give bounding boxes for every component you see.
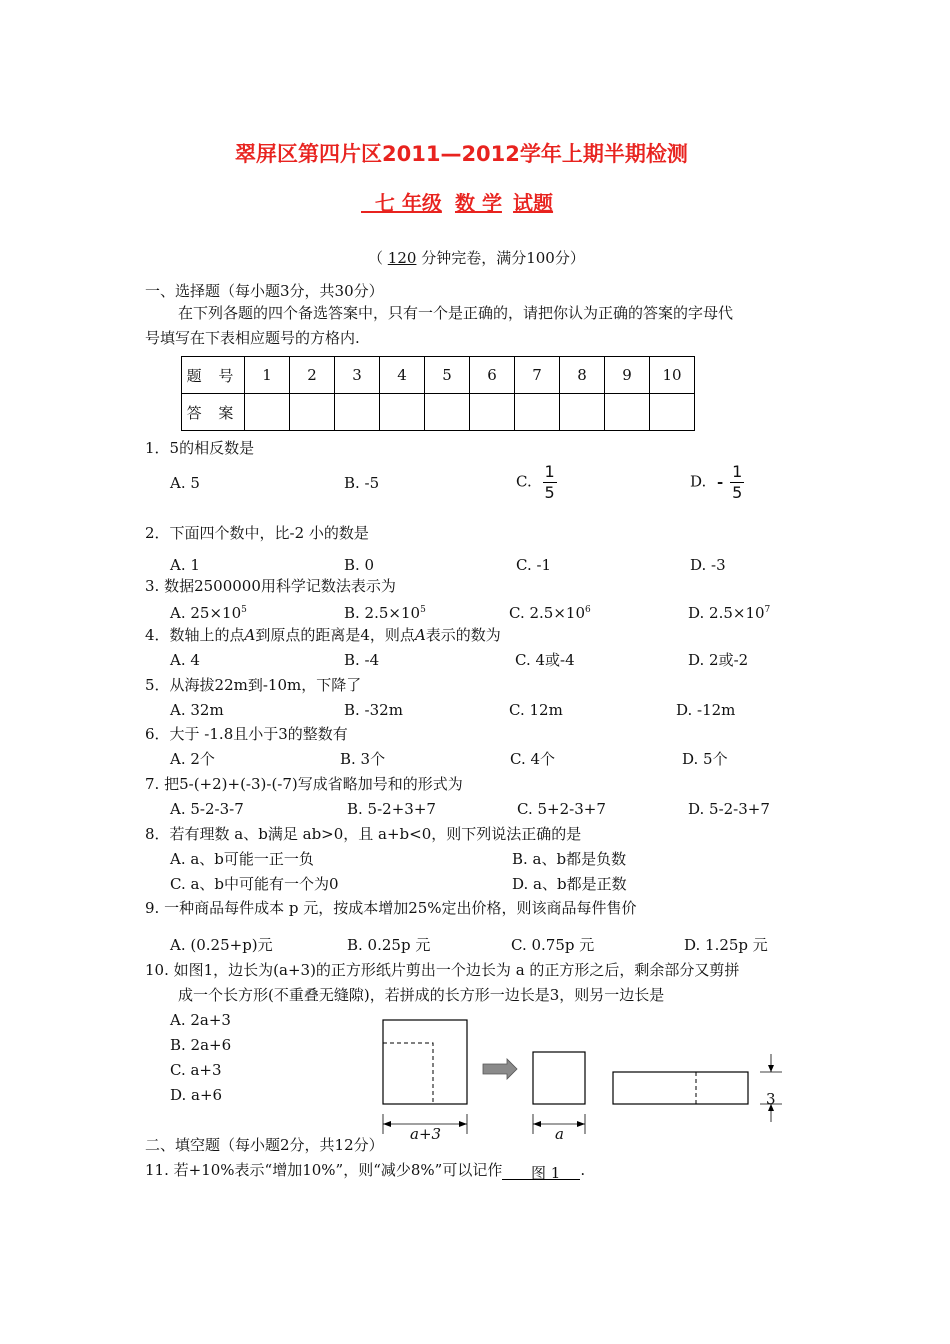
answer-number: 8 — [560, 357, 605, 394]
exam-subtitle — [361, 187, 553, 216]
q6-stem: 6．大于 -1.8且小于3的整数有 — [145, 725, 348, 743]
time-note: （ 120 分钟完卷，满分100分） — [368, 249, 585, 267]
answer-number: 9 — [605, 357, 650, 394]
answer-number: 3 — [335, 357, 380, 394]
answer-number: 2 — [290, 357, 335, 394]
answer-number: 1 — [245, 357, 290, 394]
time-minutes: 120 — [387, 249, 417, 267]
section2-heading: 二、填空题（每小题2分，共12分） — [145, 1136, 384, 1154]
q6-option-b: B. 3个 — [340, 750, 386, 768]
answer-cell[interactable] — [245, 394, 290, 431]
q3-option-b: B. $2.5\times 10^5$ — [344, 604, 426, 622]
q2-option-d: D. -3 — [690, 556, 726, 574]
q8-option-b: B. a、b都是负数 — [512, 850, 627, 868]
answer-cell[interactable] — [380, 394, 425, 431]
q4-option-d: D. 2或-2 — [688, 651, 749, 669]
q3-option-c: C. $2.5\times 10^6$ — [509, 604, 591, 622]
big-square — [383, 1020, 467, 1104]
answer-cell[interactable] — [650, 394, 695, 431]
q1-option-c: C. $\frac{1}{5}$ — [516, 462, 555, 502]
q8-option-c: C. a、b中可能有一个为0 — [170, 875, 339, 893]
q4-option-c: C. 4或-4 — [515, 651, 575, 669]
answer-table-answer-row — [182, 394, 695, 431]
q6-option-c: C. 4个 — [510, 750, 556, 768]
q8-option-a: A. a、b可能一正一负 — [170, 850, 314, 868]
answer-cell[interactable] — [290, 394, 335, 431]
q2-option-a: A. 1 — [170, 556, 200, 574]
arrow-right-icon — [483, 1059, 517, 1079]
figure-label-3: 3 — [766, 1090, 776, 1108]
q10-stem-line2: 成一个长方形(不重叠无缝隙)，若拼成的长方形一边长是3，则另一边长是 — [178, 986, 665, 1004]
exam-title: 翠屏区第四片区2011—2012学年上期半期检测 — [235, 142, 688, 166]
q5-option-b: B. -32m — [344, 701, 403, 719]
q9-option-b: B. 0.25p 元 — [347, 936, 431, 954]
section1-heading: 一、选择题（每小题3分，共30分） — [145, 282, 384, 300]
answer-table-row2-label: 答 案 — [182, 394, 245, 431]
q8-option-d: D. a、b都是正数 — [512, 875, 627, 893]
q9-stem: 9. 一种商品每件成本 p 元，按成本增加25%定出价格，则该商品每件售价 — [145, 899, 637, 917]
q11-stem: 11. 若+10%表示“增加10%”，则“减少8%”可以记作 . — [145, 1161, 586, 1179]
q5-option-c: C. 12m — [509, 701, 563, 719]
q6-option-a: A. 2个 — [170, 750, 215, 768]
small-square — [533, 1052, 585, 1104]
subtitle-subject: 数 学 — [454, 191, 502, 215]
section1-instruction-line1: 在下列各题的四个备选答案中，只有一个是正确的，请把你认为正确的答案的字母代 — [178, 304, 734, 322]
q9-option-d: D. 1.25p 元 — [684, 936, 768, 954]
answer-number: 6 — [470, 357, 515, 394]
q7-option-d: D. 5-2-3+7 — [688, 800, 770, 818]
answer-cell[interactable] — [560, 394, 605, 431]
q6-option-d: D. 5个 — [682, 750, 728, 768]
figure-label-a: a — [555, 1125, 564, 1143]
q7-option-c: C. 5+2-3+7 — [517, 800, 606, 818]
q1-option-b: B. -5 — [344, 474, 380, 492]
answer-number: 10 — [650, 357, 695, 394]
answer-cell[interactable] — [335, 394, 380, 431]
q2-option-c: C. -1 — [516, 556, 552, 574]
q5-stem: 5．从海拔22m到-10m，下降了 — [145, 676, 362, 694]
q5-option-d: D. -12m — [676, 701, 736, 719]
q3-option-a: A. $25\times 10^5$ — [170, 604, 247, 622]
q10-option-b: B. 2a+6 — [170, 1036, 232, 1054]
answer-number: 7 — [515, 357, 560, 394]
cut-line-dashed — [383, 1043, 433, 1104]
figure-label-a-plus-3: a+3 — [410, 1125, 442, 1143]
answer-cell[interactable] — [470, 394, 515, 431]
long-rectangle — [613, 1072, 748, 1104]
q9-option-c: C. 0.75p 元 — [511, 936, 595, 954]
q1-option-a: A. 5 — [170, 474, 200, 492]
answer-number: 4 — [380, 357, 425, 394]
q10-option-c: C. a+3 — [170, 1061, 222, 1079]
answer-table-row1-label: 题 号 — [182, 357, 245, 394]
q7-stem: 7. 把5-(+2)+(-3)-(-7)写成省略加号和的形式为 — [145, 775, 463, 793]
answer-cell[interactable] — [425, 394, 470, 431]
figure-caption: 图 1 — [531, 1164, 561, 1182]
answer-number: 5 — [425, 357, 470, 394]
q1-option-d: D. - $\frac{1}{5}$ — [690, 462, 743, 502]
answer-table — [181, 356, 695, 431]
answer-cell[interactable] — [515, 394, 560, 431]
q2-stem: 2．下面四个数中，比-2 小的数是 — [145, 524, 369, 542]
q4-option-a: A. 4 — [170, 651, 200, 669]
q3-stem: 3. 数据2500000用科学记数法表示为 — [145, 577, 396, 595]
subtitle-tail: 试题 — [513, 191, 554, 215]
subtitle-grade: 七 年级 — [361, 191, 442, 215]
q7-option-b: B. 5-2+3+7 — [347, 800, 436, 818]
q5-option-a: A. 32m — [170, 701, 224, 719]
q4-stem: 4．数轴上的点A到原点的距离是4，则点A表示的数为 — [145, 626, 501, 644]
q2-option-b: B. 0 — [344, 556, 375, 574]
answer-table-number-row — [182, 357, 695, 394]
fraction-one-fifth: $\frac{1}{5}$ — [544, 462, 555, 502]
q1-stem: 1．5的相反数是 — [145, 439, 255, 457]
q10-stem-line1: 10. 如图1，边长为(a+3)的正方形纸片剪出一个边长为 a 的正方形之后，剩余部分又剪拼 — [145, 961, 740, 979]
q4-option-b: B. -4 — [344, 651, 380, 669]
q10-option-d: D. a+6 — [170, 1086, 223, 1104]
q9-option-a: A. (0.25+p)元 — [170, 936, 273, 954]
q10-option-a: A. 2a+3 — [170, 1011, 231, 1029]
fraction-one-fifth: $\frac{1}{5}$ — [732, 462, 743, 502]
q8-stem: 8．若有理数 a、b满足 ab>0，且 a+b<0，则下列说法正确的是 — [145, 825, 582, 843]
q11-answer-blank[interactable] — [502, 1163, 580, 1180]
q3-option-d: D. $2.5\times 10^7$ — [688, 604, 771, 622]
answer-cell[interactable] — [605, 394, 650, 431]
section1-instruction-line2: 号填写在下表相应题号的方格内. — [145, 329, 360, 347]
q7-option-a: A. 5-2-3-7 — [170, 800, 244, 818]
